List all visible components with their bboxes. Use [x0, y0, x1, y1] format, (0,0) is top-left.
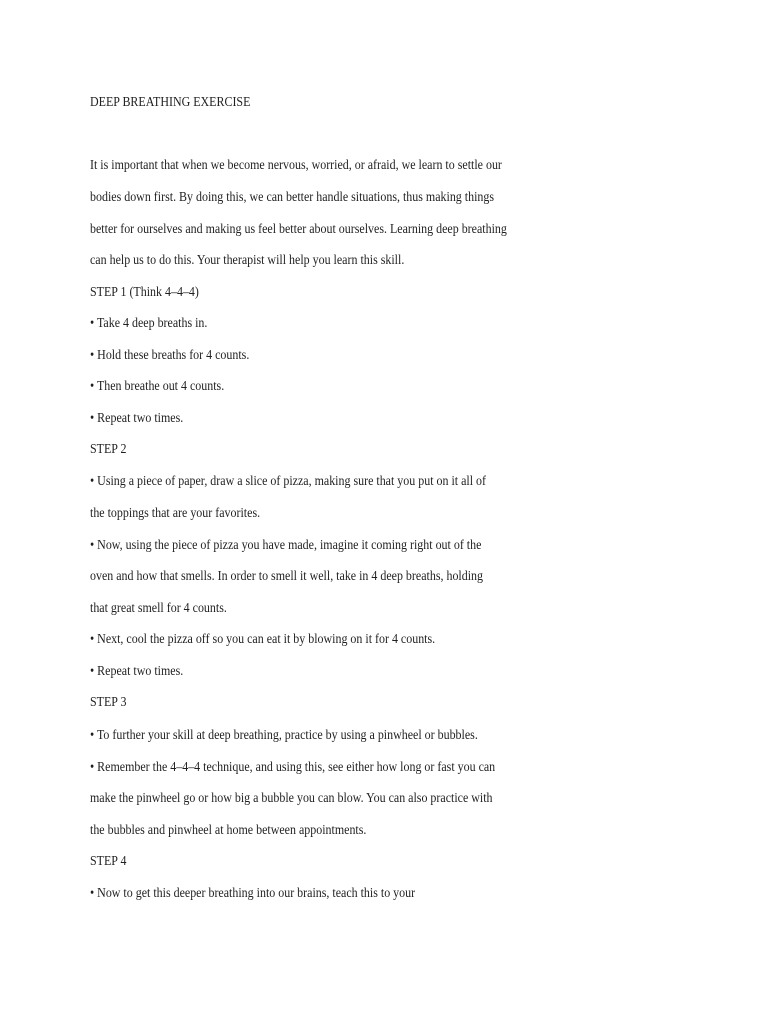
step2-line: that great smell for 4 counts.: [90, 600, 227, 615]
step1-bullet: • Then breathe out 4 counts.: [90, 378, 225, 393]
step3-line: • To further your skill at deep breathing, practice by using a pinwheel or bubbles.: [90, 727, 478, 742]
step4-line: • Now to get this deeper breathing into our brains, teach this to your: [90, 885, 416, 900]
step2-line: the toppings that are your favorites.: [90, 505, 261, 520]
step1-heading: STEP 1 (Think 4–4–4): [90, 284, 199, 299]
step2-line: • Now, using the piece of pizza you have made, imagine it coming right out of the: [90, 537, 482, 552]
intro-line: bodies down first. By doing this, we can better handle situations, thus making things: [90, 189, 495, 204]
step2-line: • Next, cool the pizza off so you can eat it by blowing on it for 4 counts.: [90, 631, 436, 646]
step2-line: • Using a piece of paper, draw a slice of pizza, making sure that you put on it all of: [90, 473, 487, 488]
step3-line: make the pinwheel go or how big a bubble you can blow. You can also practice with: [90, 790, 493, 805]
step1-bullet: • Take 4 deep breaths in.: [90, 315, 208, 330]
step1-bullet: • Hold these breaths for 4 counts.: [90, 347, 250, 362]
step2-line: oven and how that smells. In order to smell it well, take in 4 deep breaths, holding: [90, 568, 484, 583]
document-title: DEEP BREATHING EXERCISE: [90, 94, 251, 109]
step3-heading: STEP 3: [90, 694, 127, 709]
intro-line: better for ourselves and making us feel better about ourselves. Learning deep breathing: [90, 221, 507, 236]
intro-line: It is important that when we become nervous, worried, or afraid, we learn to settle our: [90, 157, 502, 172]
intro-line: can help us to do this. Your therapist will help you learn this skill.: [90, 252, 405, 267]
step4-heading: STEP 4: [90, 853, 127, 868]
step3-line: • Remember the 4–4–4 technique, and using this, see either how long or fast you can: [90, 759, 496, 774]
step2-line: • Repeat two times.: [90, 663, 184, 678]
step1-bullet: • Repeat two times.: [90, 410, 184, 425]
step2-heading: STEP 2: [90, 441, 127, 456]
step3-line: the bubbles and pinwheel at home between appointments.: [90, 822, 367, 837]
